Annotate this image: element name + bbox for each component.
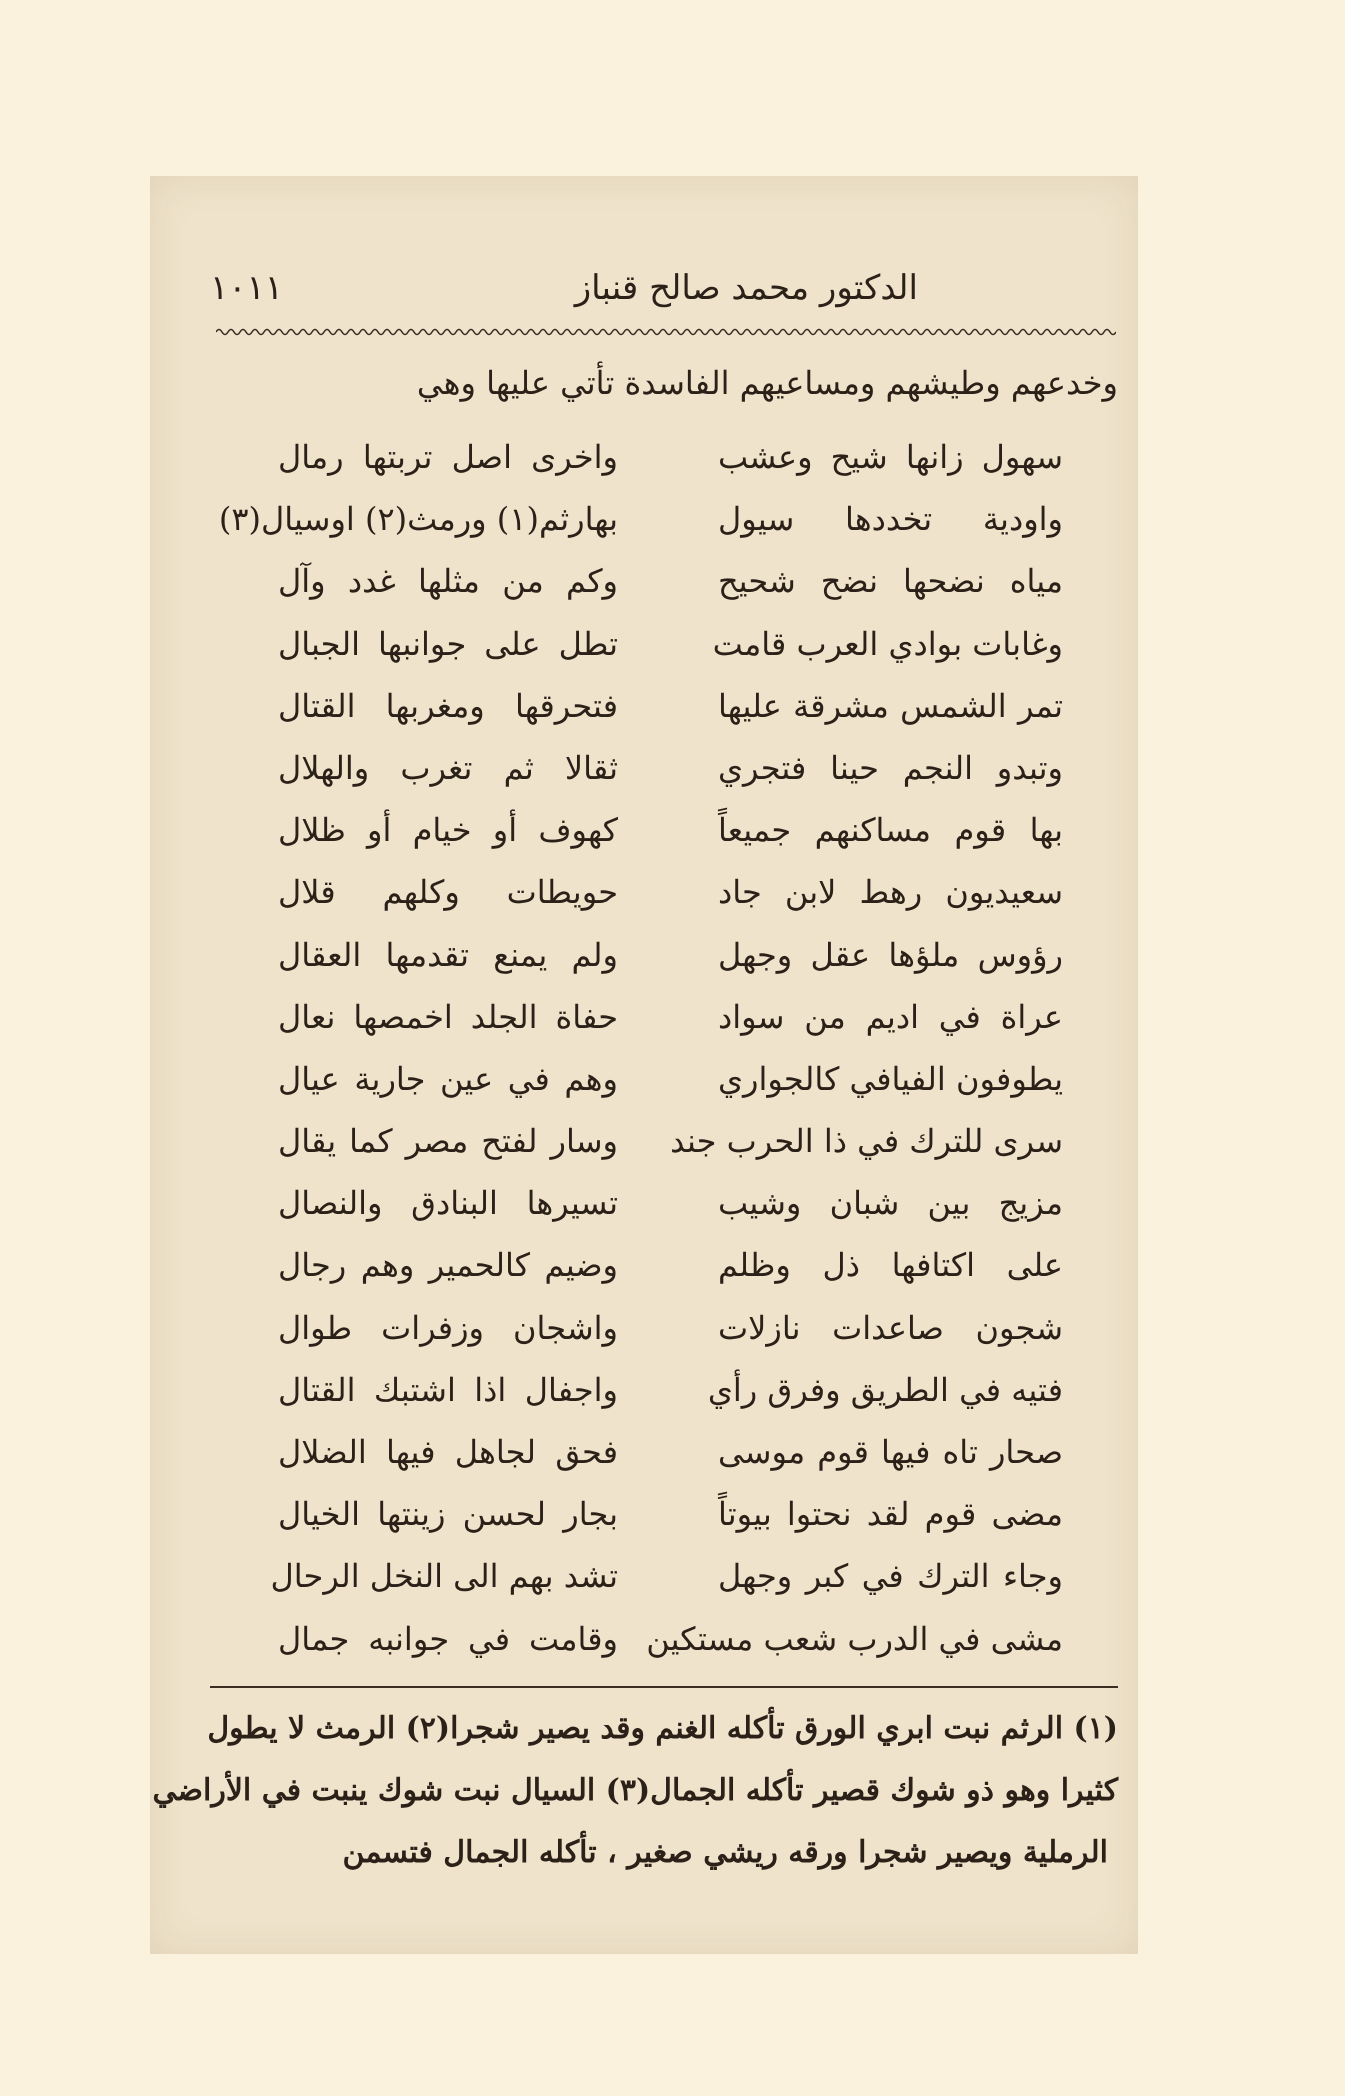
verse	[210, 426, 1118, 488]
verse	[210, 550, 1118, 612]
verse	[210, 1048, 1118, 1110]
verse-first-hemistich: يطوفون الفيافي كالجواري	[718, 1059, 1063, 1098]
verse-first-hemistich: تمر الشمس مشرقة عليها	[718, 686, 1063, 725]
footnote-line	[152, 1760, 1118, 1822]
verse-second-hemistich: فتحرقها ومغربها القتال	[278, 686, 618, 725]
verse	[210, 613, 1118, 675]
verse	[210, 1608, 1118, 1670]
verse	[210, 1545, 1118, 1607]
verse-second-hemistich: تسيرها البنادق والنصال	[278, 1184, 618, 1223]
footnote-1-continued: كثيرا وهو ذو شوك قصير تأكله الجمال	[650, 1773, 1118, 1808]
verse-second-hemistich: تشد بهم الى النخل الرحال	[270, 1557, 618, 1596]
verse	[210, 1172, 1118, 1234]
footnotes	[152, 1698, 1118, 1884]
book-page	[150, 176, 1138, 1954]
verse-first-hemistich: عراة في اديم من سواد	[718, 997, 1063, 1036]
verse-second-hemistich: حويطات وكلهم قلال	[278, 873, 618, 912]
author-name: الدكتور محمد صالح قنباز	[574, 268, 918, 308]
intro-line: وخدعهم وطيشهم ومساعيهم الفاسدة تأتي عليها وهي	[416, 364, 1118, 402]
verse	[210, 1483, 1118, 1545]
verse-first-hemistich: وتبدو النجم حينا فتجري	[718, 748, 1063, 787]
footnote-line	[207, 1698, 1118, 1760]
footnote-3: (٣) السيال نبت شوك ينبت في الأراضي	[152, 1773, 651, 1808]
verse	[210, 1110, 1118, 1172]
verse-second-hemistich: كهوف أو خيام أو ظلال	[278, 811, 618, 850]
footnote-2: (٢) الرمث لا يطول	[207, 1711, 451, 1746]
footnote-line	[210, 1822, 1118, 1884]
verse-second-hemistich: ثقالا ثم تغرب والهلال	[278, 748, 618, 787]
verse-first-hemistich: مضى قوم لقد نحتوا بيوتاً	[718, 1495, 1063, 1534]
verse-second-hemistich: ولم يمنع تقدمها العقال	[278, 935, 618, 974]
verse-first-hemistich: شجون صاعدات نازلات	[718, 1308, 1063, 1347]
verse-first-hemistich: مشى في الدرب شعب مستكين	[646, 1619, 1063, 1658]
verse	[210, 488, 1118, 550]
verse	[210, 1234, 1118, 1296]
verse-first-hemistich: وغابات بوادي العرب قامت	[712, 624, 1063, 663]
verse-first-hemistich: صحار تاه فيها قوم موسى	[718, 1433, 1063, 1471]
verse-second-hemistich: وقامت في جوانبه جمال	[278, 1619, 618, 1658]
poem	[210, 426, 1118, 1670]
verse-second-hemistich: فحق لجاهل فيها الضلال	[278, 1433, 618, 1471]
page-number: ١٠١١	[210, 268, 284, 308]
verse-second-hemistich: بهارثم(١) ورمث(٢) اوسيال(٣)	[218, 500, 618, 539]
verse-second-hemistich: واشجان وزفرات طوال	[278, 1308, 618, 1347]
verse	[210, 1359, 1118, 1421]
verse-second-hemistich: وكم من مثلها غدد وآل	[278, 562, 618, 601]
verse-second-hemistich: وسار لفتح مصر كما يقال	[278, 1122, 618, 1161]
verse	[210, 861, 1118, 923]
verse-second-hemistich: بجار لحسن زينتها الخيال	[278, 1495, 618, 1534]
verse-first-hemistich: فتيه في الطريق وفرق رأي	[707, 1370, 1063, 1409]
verse-first-hemistich: مياه نضحها نضح شحيح	[718, 562, 1063, 601]
verse-second-hemistich: واخرى اصل تربتها رمال	[278, 438, 618, 476]
wavy-divider	[216, 326, 1116, 338]
verse-first-hemistich: سهول زانها شيح وعشب	[718, 438, 1063, 476]
verse	[210, 675, 1118, 737]
verse-first-hemistich: رؤوس ملؤها عقل وجهل	[718, 935, 1063, 974]
verse-second-hemistich: وضيم كالحمير وهم رجال	[278, 1246, 618, 1285]
verse-second-hemistich: وهم في عين جارية عيال	[278, 1059, 618, 1098]
verse	[210, 1297, 1118, 1359]
verse-first-hemistich: سعيديون رهط لابن جاد	[718, 873, 1063, 912]
footnote-divider	[210, 1686, 1118, 1688]
verse-second-hemistich: حفاة الجلد اخمصها نعال	[278, 997, 618, 1036]
verse-first-hemistich: واودية تخددها سيول	[718, 500, 1063, 539]
verse-first-hemistich: بها قوم مساكنهم جميعاً	[718, 811, 1063, 850]
verse	[210, 799, 1118, 861]
verse-second-hemistich: واجفال اذا اشتبك القتال	[278, 1370, 618, 1409]
verse-first-hemistich: على اكتافها ذل وظلم	[718, 1246, 1063, 1285]
verse-first-hemistich: مزيج بين شبان وشيب	[718, 1184, 1063, 1223]
verse-second-hemistich: تطل على جوانبها الجبال	[278, 624, 618, 663]
verse	[210, 986, 1118, 1048]
verse-first-hemistich: سرى للترك في ذا الحرب جند	[670, 1122, 1063, 1161]
verse	[210, 924, 1118, 986]
verse	[210, 737, 1118, 799]
page-header	[210, 258, 1078, 318]
footnote-3-continued: الرملية ويصير شجرا ورقه ريشي صغير ، تأكله الجمال فتسمن	[342, 1835, 1108, 1870]
verse	[210, 1421, 1118, 1483]
footnote-1: (١) الرثم نبت ابري الورق تأكله الغنم وقد يصير شجرا	[450, 1711, 1118, 1746]
verse-first-hemistich: وجاء الترك في كبر وجهل	[718, 1557, 1063, 1596]
